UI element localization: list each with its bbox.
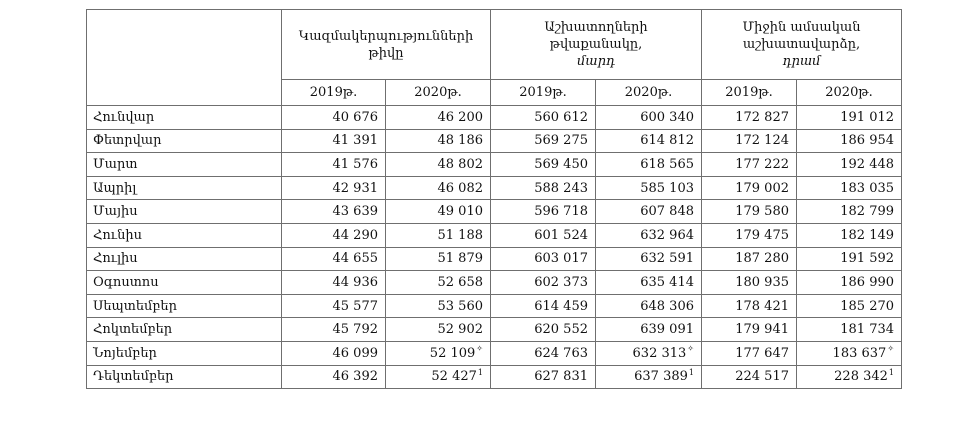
table-row xyxy=(87,106,902,130)
cell-value: 648 306 xyxy=(640,298,694,314)
cell-value: 53 560 xyxy=(437,298,483,314)
value-cell xyxy=(596,153,702,177)
salary-header-line-1: Միջին ամսական xyxy=(742,20,861,35)
value-cell xyxy=(491,271,596,295)
cell-value: 186 954 xyxy=(840,133,895,149)
cell-value: 627 831 xyxy=(534,369,588,385)
cell-value: 41 391 xyxy=(332,133,378,149)
cell-value: 560 612 xyxy=(534,109,588,125)
month-cell: Փետրվար xyxy=(87,129,282,153)
value-cell xyxy=(797,341,902,365)
month-cell: Սեպտեմբեր xyxy=(87,294,282,318)
value-cell xyxy=(596,200,702,224)
value-cell xyxy=(386,341,491,365)
cell-value: 181 734 xyxy=(840,322,895,338)
value-cell xyxy=(491,153,596,177)
cell-value: 177 222 xyxy=(735,156,789,172)
value-cell xyxy=(702,153,797,177)
value-cell xyxy=(491,106,596,130)
value-cell xyxy=(702,365,797,389)
value-cell xyxy=(702,294,797,318)
value-cell xyxy=(596,176,702,200)
cell-value: 177 647 xyxy=(735,345,789,361)
cell-value: 178 421 xyxy=(735,298,789,314)
value-cell xyxy=(491,341,596,365)
value-cell xyxy=(596,106,702,130)
cell-value: 620 552 xyxy=(534,322,588,338)
cell-value: 569 450 xyxy=(534,156,588,172)
table-row xyxy=(87,294,902,318)
footnote-mark: 1 xyxy=(888,368,895,377)
value-cell xyxy=(797,106,902,130)
cell-value: 179 941 xyxy=(735,322,789,338)
year-header: 2020թ. xyxy=(797,80,902,106)
value-cell xyxy=(282,176,386,200)
cell-value: 179 475 xyxy=(735,227,789,243)
value-cell xyxy=(491,200,596,224)
cell-value: 191 592 xyxy=(840,251,895,267)
cell-value: 632 313 xyxy=(632,345,687,361)
cell-value: 603 017 xyxy=(534,251,588,267)
cell-value: 52 658 xyxy=(437,274,483,290)
value-cell xyxy=(386,294,491,318)
month-cell: Մայիս xyxy=(87,200,282,224)
value-cell xyxy=(702,247,797,271)
month-cell: Դեկտեմբեր xyxy=(87,365,282,389)
statistics-table xyxy=(86,9,902,389)
employees-header xyxy=(491,10,702,80)
value-cell xyxy=(386,129,491,153)
cell-value: 46 099 xyxy=(332,345,378,361)
month-cell: Հունվար xyxy=(87,106,282,130)
cell-value: 191 012 xyxy=(840,109,895,125)
cell-value: 42 931 xyxy=(332,180,378,196)
cell-value: 228 342 xyxy=(834,369,888,385)
cell-value: 635 414 xyxy=(640,274,694,290)
cell-value: 632 591 xyxy=(640,251,694,267)
value-cell xyxy=(797,200,902,224)
cell-value: 179 580 xyxy=(735,204,789,220)
footnote-mark: 1 xyxy=(477,368,483,377)
employees-header-line-2: թվաքանակը, xyxy=(549,37,643,52)
value-cell xyxy=(282,318,386,342)
table-row xyxy=(87,153,902,177)
salary-header-line-2: աշխատավարձը, xyxy=(742,37,861,52)
value-cell xyxy=(797,271,902,295)
value-cell xyxy=(596,223,702,247)
year-header: 2019թ. xyxy=(491,80,596,106)
table-row xyxy=(87,271,902,295)
table-row xyxy=(87,129,902,153)
cell-value: 45 792 xyxy=(332,322,378,338)
month-cell: Մարտ xyxy=(87,153,282,177)
cell-value: 618 565 xyxy=(640,156,694,172)
value-cell xyxy=(596,247,702,271)
footnote-mark: ✧ xyxy=(687,344,694,354)
year-header: 2019թ. xyxy=(282,80,386,106)
footnote-mark: ✧ xyxy=(476,344,483,354)
value-cell xyxy=(282,365,386,389)
table-row xyxy=(87,223,902,247)
value-cell xyxy=(491,247,596,271)
cell-value: 44 936 xyxy=(332,274,378,290)
cell-value: 192 448 xyxy=(840,156,895,172)
value-cell xyxy=(386,176,491,200)
value-cell xyxy=(596,129,702,153)
cell-value: 51 188 xyxy=(437,227,483,243)
value-cell xyxy=(282,200,386,224)
month-cell: Հոկտեմբեր xyxy=(87,318,282,342)
cell-value: 637 389 xyxy=(634,369,688,385)
cell-value: 40 676 xyxy=(332,109,378,125)
table-body xyxy=(87,106,902,389)
salary-header xyxy=(702,10,902,80)
cell-value: 614 459 xyxy=(534,298,588,314)
value-cell xyxy=(386,318,491,342)
table-row xyxy=(87,365,902,389)
group-header-row xyxy=(87,10,902,80)
value-cell xyxy=(491,176,596,200)
cell-value: 607 848 xyxy=(640,204,694,220)
cell-value: 183 637 xyxy=(832,345,887,361)
month-cell: Հունիս xyxy=(87,223,282,247)
cell-value: 624 763 xyxy=(534,345,588,361)
table-row xyxy=(87,318,902,342)
cell-value: 44 655 xyxy=(332,251,378,267)
organizations-header-line-2: թիվը xyxy=(368,45,404,61)
cell-value: 49 010 xyxy=(437,204,483,220)
value-cell xyxy=(797,129,902,153)
footnote-mark: 1 xyxy=(688,368,694,377)
value-cell xyxy=(282,223,386,247)
cell-value: 46 392 xyxy=(332,369,378,385)
cell-value: 588 243 xyxy=(534,180,588,196)
value-cell xyxy=(596,271,702,295)
value-cell xyxy=(702,341,797,365)
value-cell xyxy=(386,271,491,295)
cell-value: 48 802 xyxy=(437,156,483,172)
cell-value: 187 280 xyxy=(735,251,789,267)
month-cell: Ապրիլ xyxy=(87,176,282,200)
organizations-header xyxy=(282,10,491,80)
cell-value: 183 035 xyxy=(840,180,895,196)
cell-value: 186 990 xyxy=(840,274,895,290)
cell-value: 182 149 xyxy=(840,227,895,243)
value-cell xyxy=(702,129,797,153)
cell-value: 596 718 xyxy=(534,204,588,220)
value-cell xyxy=(702,176,797,200)
value-cell xyxy=(702,106,797,130)
value-cell xyxy=(596,365,702,389)
cell-value: 601 524 xyxy=(534,227,588,243)
value-cell xyxy=(596,341,702,365)
value-cell xyxy=(596,318,702,342)
cell-value: 52 902 xyxy=(437,322,483,338)
value-cell xyxy=(702,318,797,342)
footnote-mark: ✧ xyxy=(887,344,895,354)
value-cell xyxy=(282,341,386,365)
employees-header-unit: մարդ xyxy=(576,54,616,69)
table-row xyxy=(87,200,902,224)
cell-value: 585 103 xyxy=(640,180,694,196)
value-cell xyxy=(282,271,386,295)
cell-value: 46 082 xyxy=(437,180,483,196)
value-cell xyxy=(386,223,491,247)
cell-value: 52 109 xyxy=(429,345,476,361)
value-cell xyxy=(702,223,797,247)
cell-value: 639 091 xyxy=(640,322,694,338)
value-cell xyxy=(386,106,491,130)
table-row xyxy=(87,247,902,271)
employees-header-line-1: Աշխատողների xyxy=(544,20,648,35)
cell-value: 43 639 xyxy=(332,204,378,220)
value-cell xyxy=(386,200,491,224)
table-row xyxy=(87,341,902,365)
value-cell xyxy=(491,365,596,389)
cell-value: 185 270 xyxy=(840,298,895,314)
value-cell xyxy=(797,223,902,247)
value-cell xyxy=(491,318,596,342)
year-header: 2020թ. xyxy=(596,80,702,106)
cell-value: 51 879 xyxy=(437,251,483,267)
month-cell: Օգոստոս xyxy=(87,271,282,295)
value-cell xyxy=(282,129,386,153)
month-cell: Հուլիս xyxy=(87,247,282,271)
value-cell xyxy=(282,153,386,177)
value-cell xyxy=(797,176,902,200)
cell-value: 224 517 xyxy=(735,369,789,385)
value-cell xyxy=(702,200,797,224)
value-cell xyxy=(386,153,491,177)
cell-value: 569 275 xyxy=(534,133,588,149)
cell-value: 602 373 xyxy=(534,274,588,290)
cell-value: 180 935 xyxy=(735,274,789,290)
salary-header-unit: դրամ xyxy=(782,54,821,69)
value-cell xyxy=(491,223,596,247)
organizations-header-line-1: Կազմակերպությունների xyxy=(298,28,474,44)
cell-value: 46 200 xyxy=(437,109,483,125)
value-cell xyxy=(797,365,902,389)
year-header: 2019թ. xyxy=(702,80,797,106)
value-cell xyxy=(282,106,386,130)
cell-value: 632 964 xyxy=(640,227,694,243)
value-cell xyxy=(386,247,491,271)
corner-cell xyxy=(87,10,282,106)
table-row xyxy=(87,176,902,200)
value-cell xyxy=(797,318,902,342)
value-cell xyxy=(491,129,596,153)
cell-value: 44 290 xyxy=(332,227,378,243)
value-cell xyxy=(797,247,902,271)
cell-value: 41 576 xyxy=(332,156,378,172)
year-header: 2020թ. xyxy=(386,80,491,106)
value-cell xyxy=(702,271,797,295)
cell-value: 52 427 xyxy=(431,369,477,385)
cell-value: 172 124 xyxy=(735,133,789,149)
value-cell xyxy=(282,247,386,271)
cell-value: 182 799 xyxy=(840,204,895,220)
value-cell xyxy=(596,294,702,318)
cell-value: 48 186 xyxy=(437,133,483,149)
value-cell xyxy=(797,153,902,177)
value-cell xyxy=(491,294,596,318)
month-cell: Նոյեմբեր xyxy=(87,341,282,365)
cell-value: 614 812 xyxy=(640,133,694,149)
cell-value: 179 002 xyxy=(735,180,789,196)
cell-value: 172 827 xyxy=(735,109,789,125)
value-cell xyxy=(797,294,902,318)
value-cell xyxy=(282,294,386,318)
cell-value: 45 577 xyxy=(332,298,378,314)
value-cell xyxy=(386,365,491,389)
cell-value: 600 340 xyxy=(640,109,694,125)
